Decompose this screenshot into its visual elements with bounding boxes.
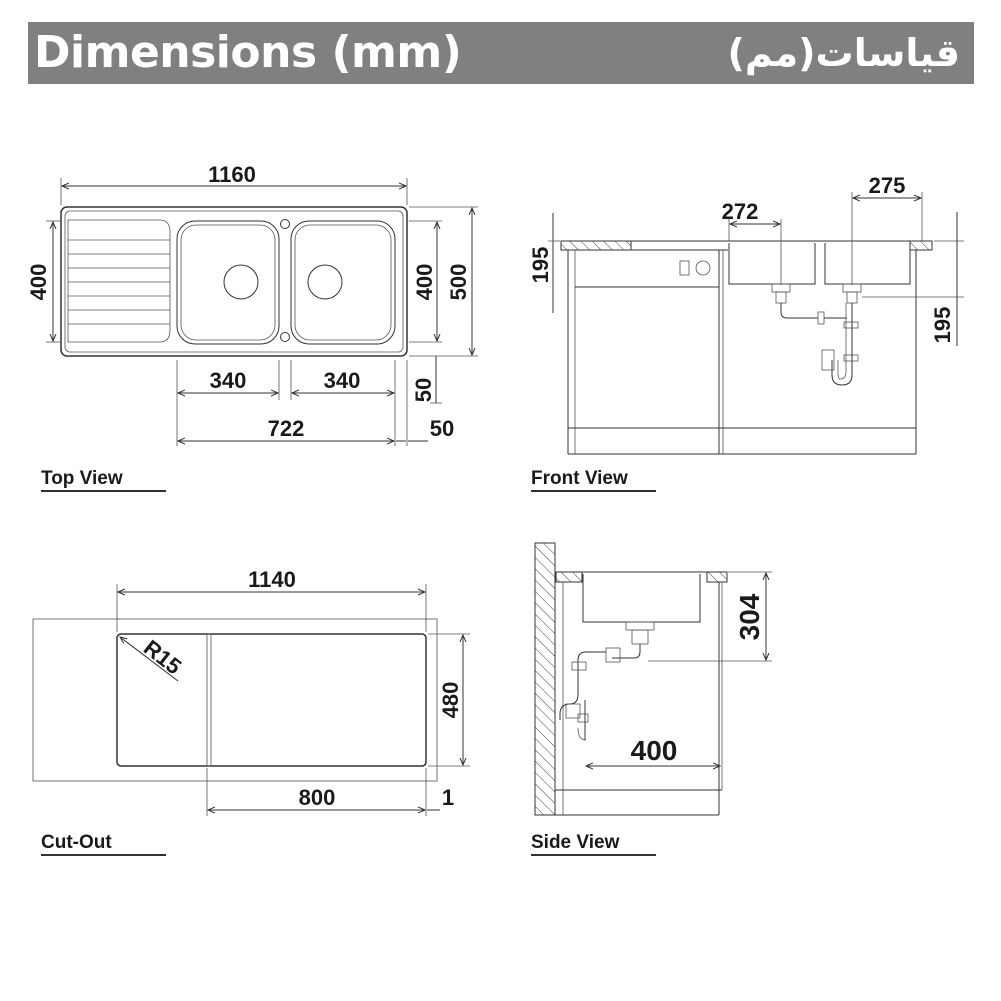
worktop-right	[910, 241, 932, 250]
bowl-right	[291, 221, 395, 344]
worktop-left	[561, 241, 631, 250]
dim-bowls-span: 722	[267, 416, 305, 441]
worktop-back	[556, 572, 582, 582]
dim-cut-out-width: 1140	[248, 567, 296, 592]
dim-edge-offset-horizontal: 50	[429, 416, 455, 441]
cut-out-view	[33, 567, 470, 855]
sink-outline	[61, 207, 407, 356]
dim-bowl-depth: 400	[412, 263, 437, 301]
side-view	[531, 543, 772, 855]
wall-hatched	[535, 543, 555, 815]
control-knob-square	[680, 261, 689, 275]
dim-bowl-left-offset: 272	[721, 199, 759, 224]
control-knob-round	[696, 261, 710, 275]
front-view	[528, 173, 964, 491]
tap-hole	[281, 220, 290, 229]
page-title: Dimensions (mm)	[34, 27, 462, 78]
side-pipe	[578, 652, 606, 694]
worktop-outline	[33, 619, 437, 781]
side-bowl	[583, 574, 700, 622]
drain-left	[224, 265, 258, 299]
dim-front-right-height: 195	[930, 306, 955, 344]
side-drain	[626, 622, 654, 630]
dim-front-left-height: 195	[528, 246, 553, 284]
caption-front-view: Front View	[531, 468, 628, 489]
dim-bowl-right-width: 340	[323, 368, 361, 393]
front-drain-left	[772, 284, 790, 292]
front-bowl-right	[825, 243, 910, 284]
dim-overall-width: 1160	[208, 162, 256, 187]
front-trap	[832, 303, 852, 385]
caption-side-view: Side View	[531, 832, 620, 853]
overflow-hole	[281, 333, 290, 342]
page-title-arabic: قياسات(مم)	[727, 31, 960, 75]
dim-edge-offset-vertical: 50	[411, 377, 436, 403]
front-drain-right	[843, 284, 861, 292]
bowl-right-inner	[295, 225, 391, 340]
dim-gap: 1	[441, 785, 455, 810]
dim-overall-depth: 500	[446, 263, 471, 301]
dim-drain-distance: 400	[630, 735, 678, 766]
caption-cut-out: Cut-Out	[41, 832, 112, 853]
dim-left-height: 400	[26, 263, 51, 301]
cut-out-divider	[207, 634, 211, 766]
caption-top-view: Top View	[41, 468, 123, 489]
bowl-left-inner	[181, 225, 275, 340]
dim-side-depth: 304	[734, 593, 765, 641]
dim-section-width: 800	[298, 785, 336, 810]
dim-corner-radius: R15	[139, 634, 187, 680]
worktop-front	[707, 572, 727, 582]
dim-bowl-left-width: 340	[209, 368, 247, 393]
sink-inner-outline	[65, 211, 403, 352]
bowl-left	[177, 221, 279, 344]
drain-right	[308, 265, 342, 299]
dim-bowl-right-offset: 275	[868, 173, 906, 198]
front-bowl-left	[729, 243, 815, 284]
dim-cut-out-height: 480	[438, 681, 463, 719]
top-view	[26, 162, 478, 491]
